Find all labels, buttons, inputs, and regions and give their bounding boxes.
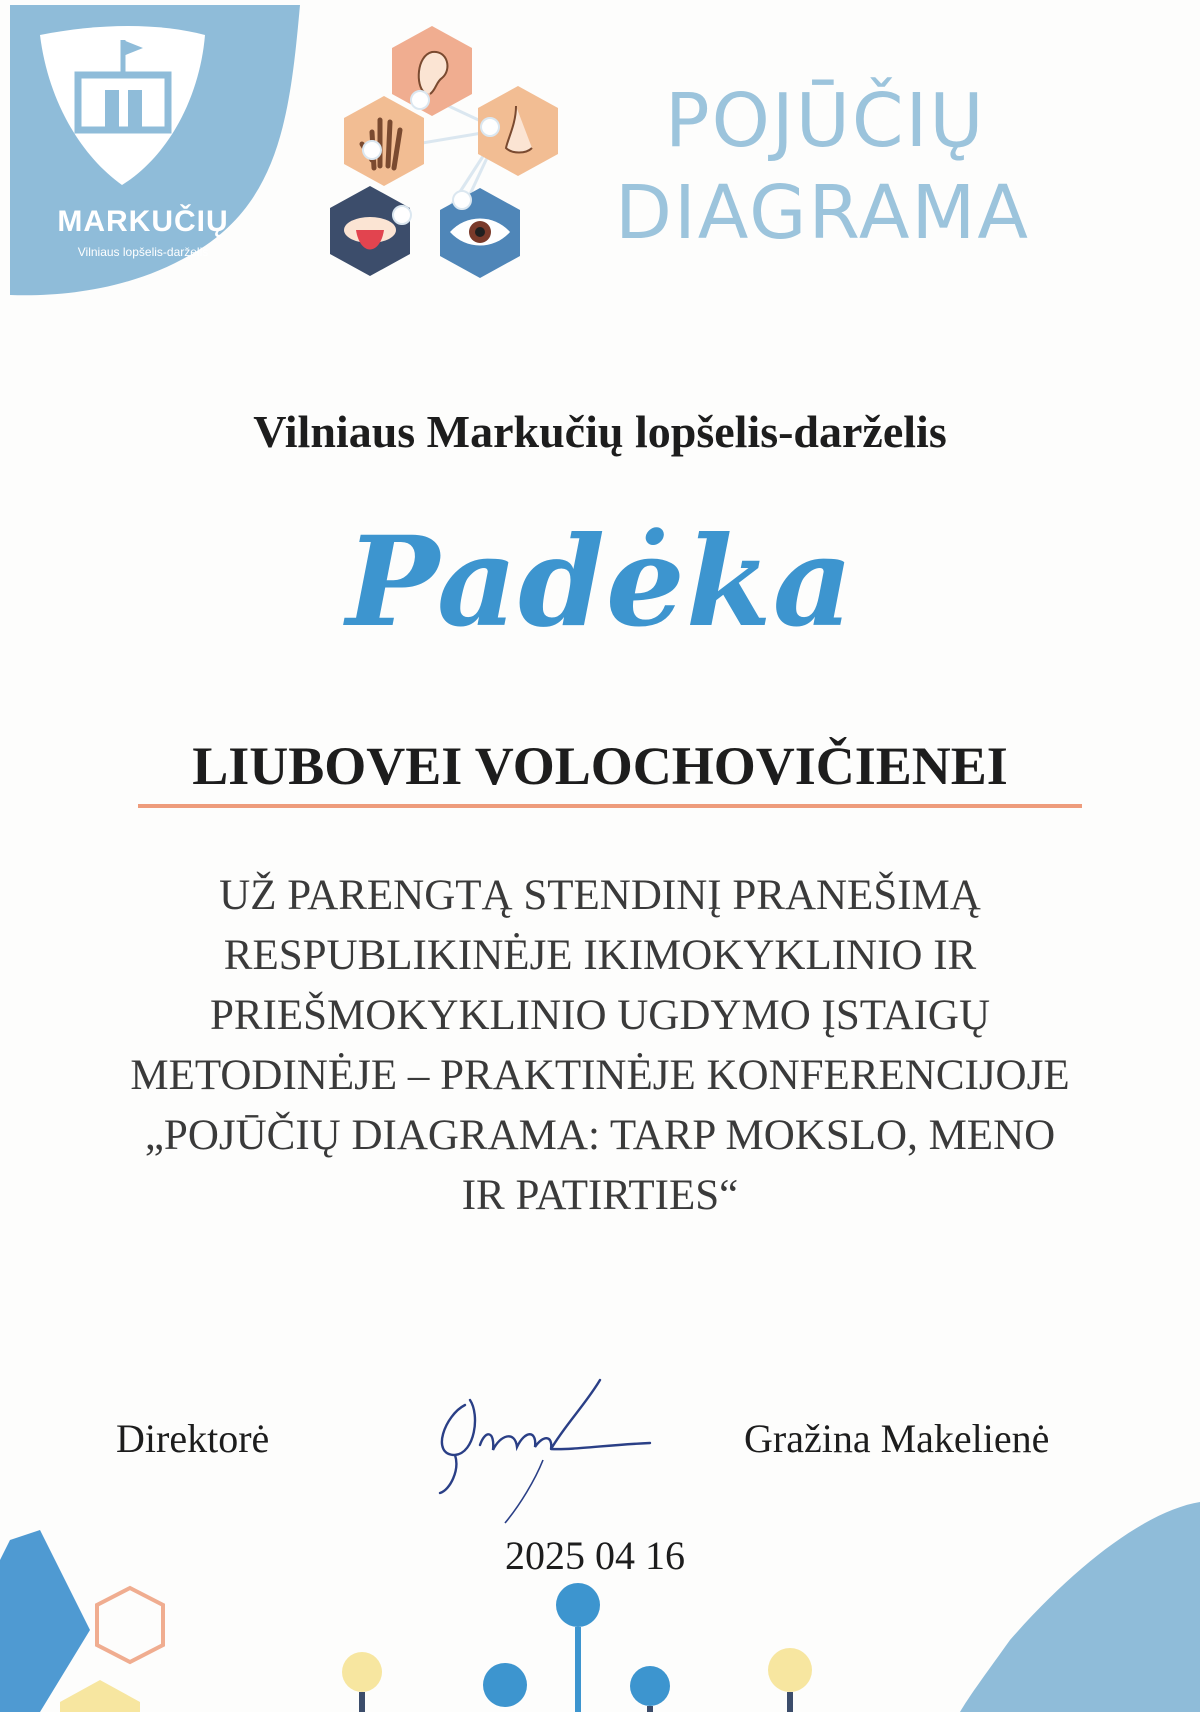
markuciu-logo — [10, 5, 325, 303]
logo-name: MARKUČIŲ — [57, 205, 229, 238]
recipient-underline — [138, 804, 1082, 808]
event-title-line1: POJŪČIŲ — [665, 78, 986, 164]
hand-icon — [344, 96, 424, 186]
body-line: RESPUBLIKINĖJE IKIMOKYKLINIO IR — [223, 932, 977, 979]
signatory-name: Gražina Makelienė — [744, 1416, 1050, 1461]
institution-name: Vilniaus Markučių lopšelis-darželis — [253, 406, 947, 457]
tongue-icon — [330, 186, 410, 276]
recipient-name: LIUBOVEI VOLOCHOVIČIENEI — [192, 736, 1008, 796]
ear-icon — [392, 26, 472, 116]
event-title — [615, 75, 1055, 259]
logo-subtitle: Vilniaus lopšelis-darželis — [77, 245, 209, 259]
body-line: METODINĖJE – PRAKTINĖJE KONFERENCIJOJE — [130, 1052, 1070, 1099]
body-line: PRIEŠMOKYKLINIO UGDYMO ĮSTAIGŲ — [209, 992, 991, 1039]
bottom-decoration — [0, 1480, 1200, 1712]
senses-diagram — [320, 20, 620, 320]
event-title-line2: DIAGRAMA — [615, 170, 1030, 256]
body-line: „POJŪČIŲ DIAGRAMA: TARP MOKSLO, MENO — [144, 1112, 1056, 1159]
issue-date: 2025 04 16 — [505, 1533, 685, 1578]
signatory-role: Direktorė — [116, 1416, 270, 1461]
certificate-heading: Padėka — [345, 510, 855, 655]
certificate-body — [0, 866, 1200, 1226]
body-line: IR PATIRTIES“ — [461, 1172, 739, 1219]
body-line: UŽ PARENGTĄ STENDINĮ PRANEŠIMĄ — [219, 872, 981, 919]
